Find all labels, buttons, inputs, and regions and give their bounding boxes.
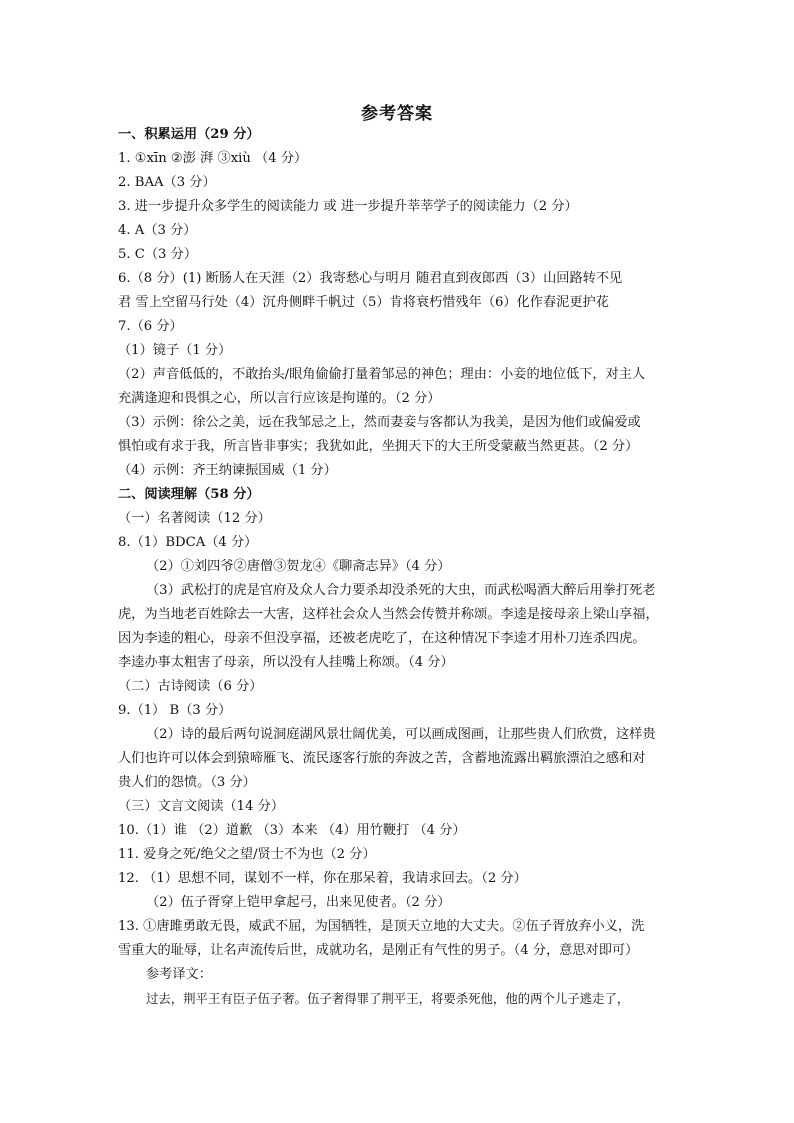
answer-line: 5. C（3 分）	[118, 247, 198, 262]
translation-text: 过去，荆平王有臣子伍子奢。伍子奢得罪了荆平王，将要杀死他，他的两个儿子逃走了，	[146, 991, 630, 1006]
answer-line: 2. BAA（3 分）	[118, 175, 216, 190]
answer-line: 9.（1） B（3 分）	[118, 703, 232, 718]
answer-line: 4. A（3 分）	[118, 223, 197, 238]
answer-line: 11. 爱身之死/绝父之望/贤士不为也（2 分）	[118, 847, 376, 862]
answer-line: 7.（6 分）	[118, 319, 183, 334]
answer-line: （4）示例：齐王纳谏振国威（1 分）	[118, 463, 337, 478]
subsection-heading: （一）名著阅读（12 分）	[118, 511, 271, 526]
answer-line: 10.（1）谁 （2）道歉 （3）本来 （4）用竹鞭打 （4 分）	[118, 823, 466, 838]
page-title: 参考答案	[361, 104, 433, 124]
answer-line: 贵人们的怨愤。（3 分）	[118, 775, 256, 790]
section-heading: 二、阅读理解（58 分）	[118, 487, 260, 502]
answer-line: 虎，为当地老百姓除去一大害，这样社会众人当然会传赞并称颂。李逵是接母亲上梁山享福，	[118, 607, 659, 622]
answer-line: （1）镜子（1 分）	[118, 343, 232, 358]
section-heading: 一、积累运用（29 分）	[118, 127, 260, 142]
answer-line: 1. ①xīn ②澎 湃 ③xiù （4 分）	[118, 151, 308, 166]
answer-line: （2）①刘四爷②唐僧③贺龙④《聊斋志异》（4 分）	[146, 559, 451, 574]
answer-line: （3）武松打的虎是官府及众人合力要杀却没杀死的大虫，而武松喝酒大醉后用拳打死老	[146, 583, 656, 598]
answer-line: 6.（8 分）(1) 断肠人在天涯（2）我寄愁心与明月 随君直到夜郎西（3）山回路转不见	[118, 271, 623, 286]
answer-line: （2）声音低低的，不敢抬头/眼角偷偷打量着邹忌的神色；理由：小妾的地位低下，对主人	[118, 367, 646, 382]
answer-line: 李逵办事太粗害了母亲，所以没有人挂嘴上称颂。（4 分）	[118, 655, 454, 670]
answer-line: 惧怕或有求于我，所言皆非事实；我犹如此，坐拥天下的大王所受蒙蔽当然更甚。（2 分）	[118, 439, 639, 454]
answer-line: 3. 进一步提升众多学生的阅读能力 或 进一步提升莘莘学子的阅读能力（2 分）	[118, 199, 578, 214]
answer-line: 8.（1）BDCA（4 分）	[118, 535, 258, 550]
answer-line: （3）示例：徐公之美，远在我邹忌之上，然而妻妾与客都认为我美，是因为他们或偏爱或	[118, 415, 641, 430]
answer-line: 人们也许可以体会到猿啼雁飞、流民逐客行旅的奔波之苦，含蓄地流露出羁旅漂泊之感和对	[118, 751, 646, 766]
translation-label: 参考译文：	[146, 967, 212, 982]
answer-line: 因为李逵的粗心，母亲不但没享福，还被老虎吃了，在这种情况下李逵才用朴刀连杀四虎。	[118, 631, 646, 646]
answer-line: 13. ①唐雎勇敢无畏，威武不屈，为国牺牲，是顶天立地的大丈夫。②伍子胥放弃小义，洗	[118, 919, 645, 934]
subsection-heading: （二）古诗阅读（6 分）	[118, 679, 263, 694]
answer-line: 君 雪上空留马行处（4）沉舟侧畔千帆过（5）肯将衰朽惜残年（6）化作春泥更护花	[118, 295, 609, 310]
answer-line: 12. （1）思想不同，谋划不一样，你在那呆着，我请求回去。（2 分）	[118, 871, 527, 886]
answer-line: 充满逢迎和畏惧之心，所以言行应该是拘谨的。（2 分）	[118, 391, 441, 406]
answer-line: （2）伍子胥穿上铠甲拿起弓，出来见使者。（2 分）	[146, 895, 451, 910]
answer-line: 雪重大的耻辱，让名声流传后世，成就功名，是刚正有气性的男子。（4 分，意思对即可）	[118, 943, 639, 958]
subsection-heading: （三）文言文阅读（14 分）	[118, 799, 285, 814]
answer-line: （2）诗的最后两句说洞庭湖风景壮阔优美，可以画成图画，让那些贵人们欣赏，这样贵	[146, 727, 656, 742]
